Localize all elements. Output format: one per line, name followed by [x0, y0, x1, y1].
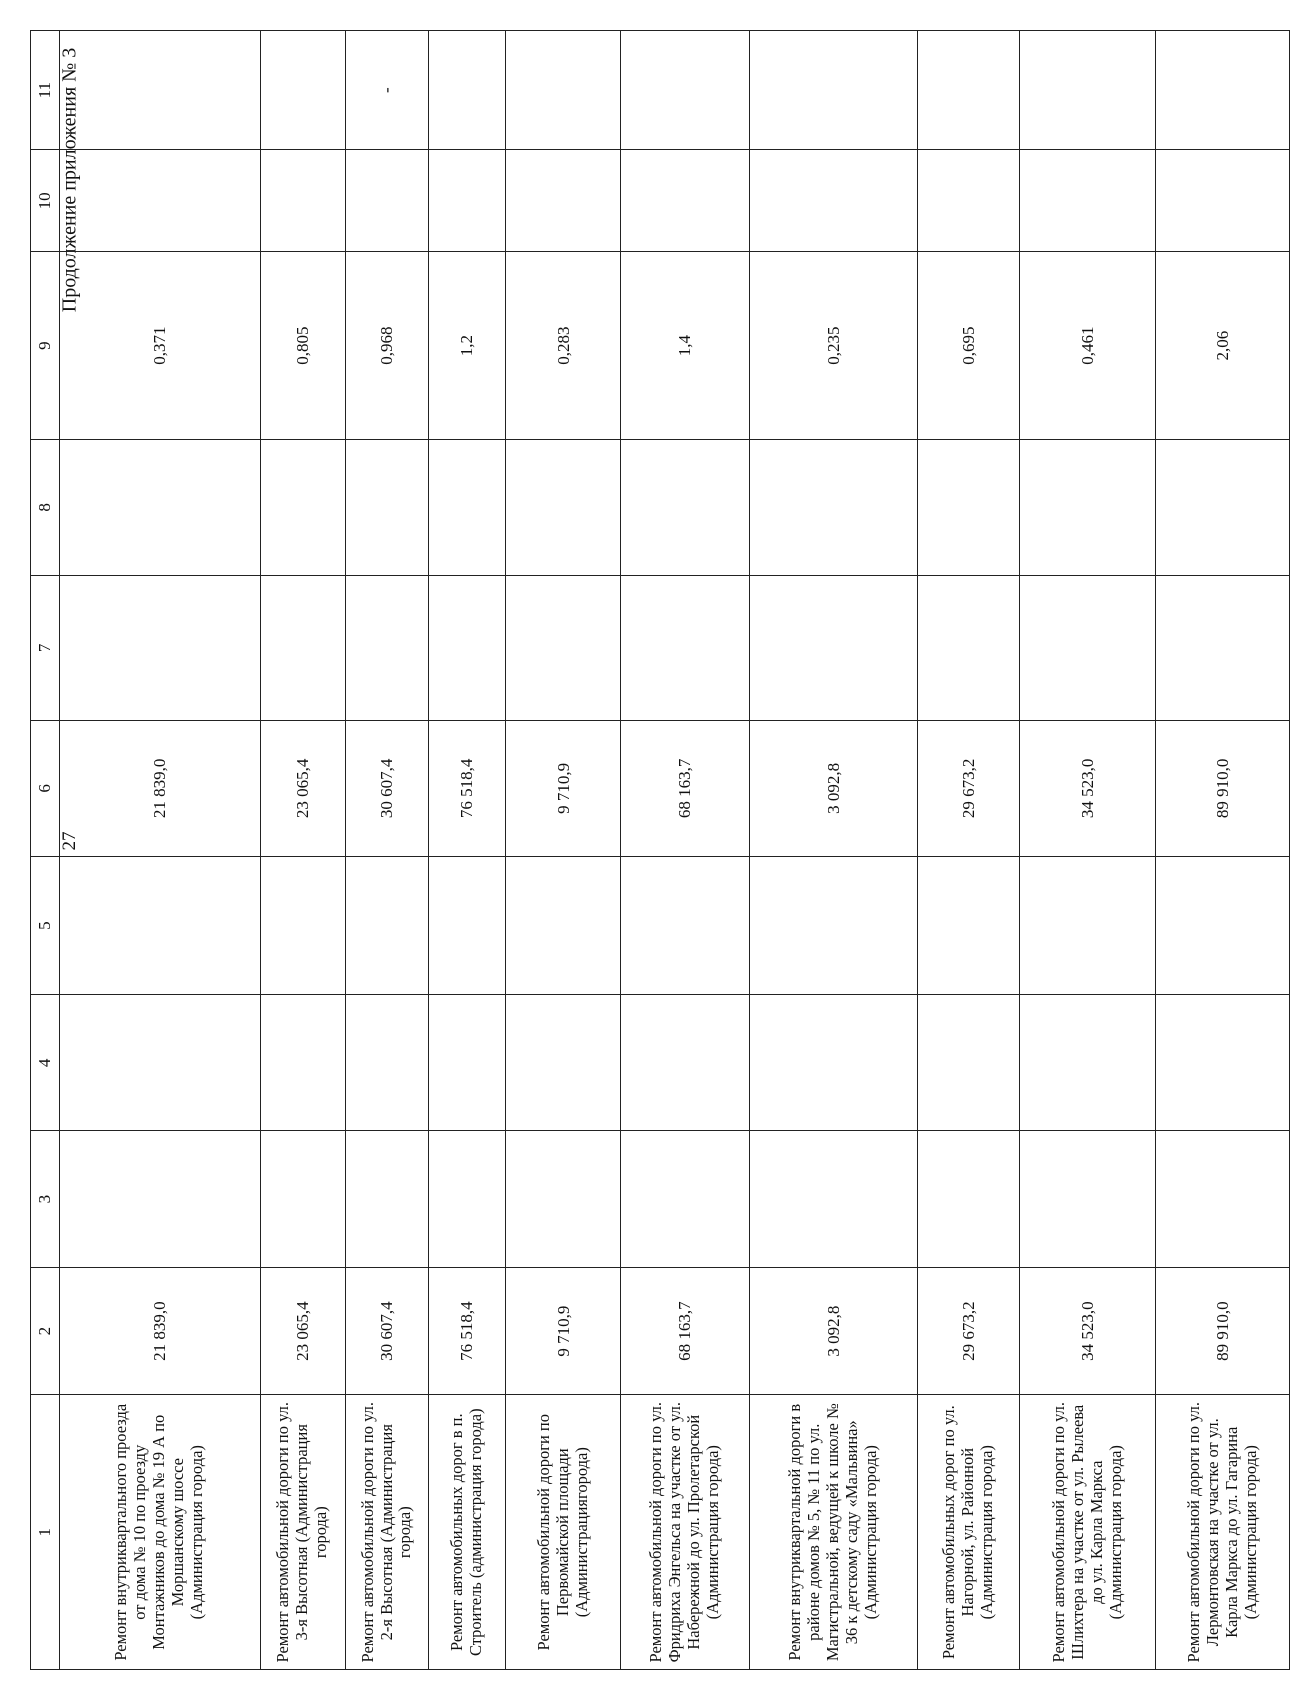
- cell-col6: 76 518,4: [428, 720, 506, 856]
- cell-col6: 9 710,9: [506, 720, 621, 856]
- cell-col2: 89 910,0: [1156, 1267, 1290, 1395]
- cell-col9: 1,2: [428, 252, 506, 439]
- cell-col5: [428, 856, 506, 994]
- page-number: 27: [59, 831, 80, 851]
- cell-col9: 0,235: [749, 252, 917, 439]
- cell-col10: [60, 150, 261, 252]
- cell-col7: [1019, 575, 1155, 720]
- cell-col2: 76 518,4: [428, 1267, 506, 1395]
- col-header-7: 7: [31, 575, 60, 720]
- cell-col10: [621, 150, 749, 252]
- cell-col3: [749, 1131, 917, 1267]
- cell-col7: [428, 575, 506, 720]
- cell-col4: [749, 995, 917, 1131]
- table-row: [506, 31, 621, 1670]
- col-header-6: 6: [31, 720, 60, 856]
- cell-col2: 29 673,2: [918, 1267, 1020, 1395]
- cell-col5: [749, 856, 917, 994]
- col-header-8: 8: [31, 439, 60, 575]
- cell-col4: [346, 995, 429, 1131]
- row-name: Ремонт автомобильных дорог по ул. Нагорной, ул. Районной (Администрация города): [918, 1395, 1020, 1670]
- cell-col9: 1,4: [621, 252, 749, 439]
- cell-col11: -: [346, 31, 429, 150]
- cell-col6: 68 163,7: [621, 720, 749, 856]
- cell-col11: [749, 31, 917, 150]
- cell-col2: 34 523,0: [1019, 1267, 1155, 1395]
- row-name: Ремонт автомобильной дороги по ул. 3-я Высотная (Администрация города): [260, 1395, 346, 1670]
- cell-col10: [918, 150, 1020, 252]
- table-row: [918, 31, 1020, 1670]
- row-name: Ремонт автомобильных дорог в п. Строитель (администрация города): [428, 1395, 506, 1670]
- cell-col4: [1156, 995, 1290, 1131]
- cell-col4: [260, 995, 346, 1131]
- table-row: [260, 31, 346, 1670]
- table-row: [1019, 31, 1155, 1670]
- cell-col4: [918, 995, 1020, 1131]
- cell-col4: [621, 995, 749, 1131]
- table-row: [346, 31, 429, 1670]
- cell-col9: 0,371: [60, 252, 261, 439]
- col-header-2: 2: [31, 1267, 60, 1395]
- cell-col6: 29 673,2: [918, 720, 1020, 856]
- cell-col8: [260, 439, 346, 575]
- cell-col3: [621, 1131, 749, 1267]
- appendix-note-text: Продолжение приложения № 3: [58, 47, 81, 313]
- column-number-row: [31, 31, 60, 1670]
- table-row: [1156, 31, 1290, 1670]
- cell-col5: [506, 856, 621, 994]
- cell-col9: 0,968: [346, 252, 429, 439]
- col-header-3: 3: [31, 1131, 60, 1267]
- cell-col6: 3 092,8: [749, 720, 917, 856]
- budget-table: [30, 30, 1290, 1670]
- cell-col9: 0,283: [506, 252, 621, 439]
- cell-col8: [621, 439, 749, 575]
- col-header-5: 5: [31, 856, 60, 994]
- cell-col6: 30 607,4: [346, 720, 429, 856]
- rotated-page: [30, 30, 1290, 1670]
- col-header-11: 11: [31, 31, 60, 150]
- table-row: [621, 31, 749, 1670]
- cell-col11: [1019, 31, 1155, 150]
- cell-col5: [1019, 856, 1155, 994]
- col-header-1: 1: [31, 1395, 60, 1670]
- col-header-9: 9: [31, 252, 60, 439]
- cell-col3: [1019, 1131, 1155, 1267]
- cell-col10: [1019, 150, 1155, 252]
- row-name: Ремонт автомобильной дороги по ул. Лермонтовская на участке от ул. Карла Маркса до ул. Гагарина (Администрация города): [1156, 1395, 1290, 1670]
- cell-col3: [260, 1131, 346, 1267]
- cell-col10: [1156, 150, 1290, 252]
- cell-col11: [1156, 31, 1290, 150]
- table-row: [749, 31, 917, 1670]
- row-name: Ремонт автомобильной дороги по ул. Фридриха Энгельса на участке от ул. Набережной до ул. Пролетарской (Администрация города): [621, 1395, 749, 1670]
- cell-col5: [260, 856, 346, 994]
- cell-col4: [1019, 995, 1155, 1131]
- cell-col7: [60, 575, 261, 720]
- cell-col3: [918, 1131, 1020, 1267]
- cell-col8: [428, 439, 506, 575]
- cell-col7: [749, 575, 917, 720]
- cell-col5: [621, 856, 749, 994]
- cell-col5: [918, 856, 1020, 994]
- table-row: [60, 31, 261, 1670]
- cell-col8: [918, 439, 1020, 575]
- cell-col6: 21 839,0: [60, 720, 261, 856]
- cell-col6: 23 065,4: [260, 720, 346, 856]
- cell-col2: 3 092,8: [749, 1267, 917, 1395]
- cell-col7: [621, 575, 749, 720]
- cell-col3: [60, 1131, 261, 1267]
- cell-col8: [1156, 439, 1290, 575]
- cell-col4: [60, 995, 261, 1131]
- cell-col6: 89 910,0: [1156, 720, 1290, 856]
- row-name: Ремонт автомобильной дороги по ул. 2-я Высотная (Администрация города): [346, 1395, 429, 1670]
- cell-col11: [918, 31, 1020, 150]
- cell-col10: [260, 150, 346, 252]
- cell-col2: 68 163,7: [621, 1267, 749, 1395]
- row-name: Ремонт внутриквартальной дороги в районе домов № 5, № 11 по ул. Магистральной, ведущей к школе № 36 к детскому саду «Мальвина» (Администрация города): [749, 1395, 917, 1670]
- cell-col3: [506, 1131, 621, 1267]
- cell-col7: [260, 575, 346, 720]
- cell-col8: [60, 439, 261, 575]
- cell-col2: 23 065,4: [260, 1267, 346, 1395]
- row-name: Ремонт автомобильной дороги по Первомайской площади (Администрациягорода): [506, 1395, 621, 1670]
- cell-col5: [346, 856, 429, 994]
- cell-col5: [1156, 856, 1290, 994]
- cell-col8: [346, 439, 429, 575]
- cell-col8: [506, 439, 621, 575]
- cell-col3: [346, 1131, 429, 1267]
- cell-col10: [428, 150, 506, 252]
- row-name: Ремонт внутриквартального проезда от дома № 10 по проезду Монтажников до дома № 19 А по Моршанскому шоссе (Администрация города): [60, 1395, 261, 1670]
- cell-col9: 0,805: [260, 252, 346, 439]
- cell-col2: 21 839,0: [60, 1267, 261, 1395]
- cell-col9: 0,695: [918, 252, 1020, 439]
- cell-col11: [260, 31, 346, 150]
- row-name: Ремонт автомобильной дороги по ул. Шлихтера на участке от ул. Рылеева до ул. Карла Маркса (Администрация города): [1019, 1395, 1155, 1670]
- table-row: [428, 31, 506, 1670]
- cell-col10: [346, 150, 429, 252]
- cell-col11: [621, 31, 749, 150]
- cell-col2: 30 607,4: [346, 1267, 429, 1395]
- cell-col7: [1156, 575, 1290, 720]
- cell-col10: [506, 150, 621, 252]
- col-header-10: 10: [31, 150, 60, 252]
- cell-col7: [506, 575, 621, 720]
- cell-col10: [749, 150, 917, 252]
- cell-col9: 0,461: [1019, 252, 1155, 439]
- cell-col8: [1019, 439, 1155, 575]
- cell-col8: [749, 439, 917, 575]
- cell-col4: [428, 995, 506, 1131]
- cell-col5: [60, 856, 261, 994]
- cell-col3: [1156, 1131, 1290, 1267]
- cell-col6: 34 523,0: [1019, 720, 1155, 856]
- cell-col7: [918, 575, 1020, 720]
- cell-col11: [428, 31, 506, 150]
- cell-col7: [346, 575, 429, 720]
- cell-col2: 9 710,9: [506, 1267, 621, 1395]
- cell-col3: [428, 1131, 506, 1267]
- cell-col11: [506, 31, 621, 150]
- col-header-4: 4: [31, 995, 60, 1131]
- cell-col9: 2,06: [1156, 252, 1290, 439]
- cell-col4: [506, 995, 621, 1131]
- cell-col11: [60, 31, 261, 150]
